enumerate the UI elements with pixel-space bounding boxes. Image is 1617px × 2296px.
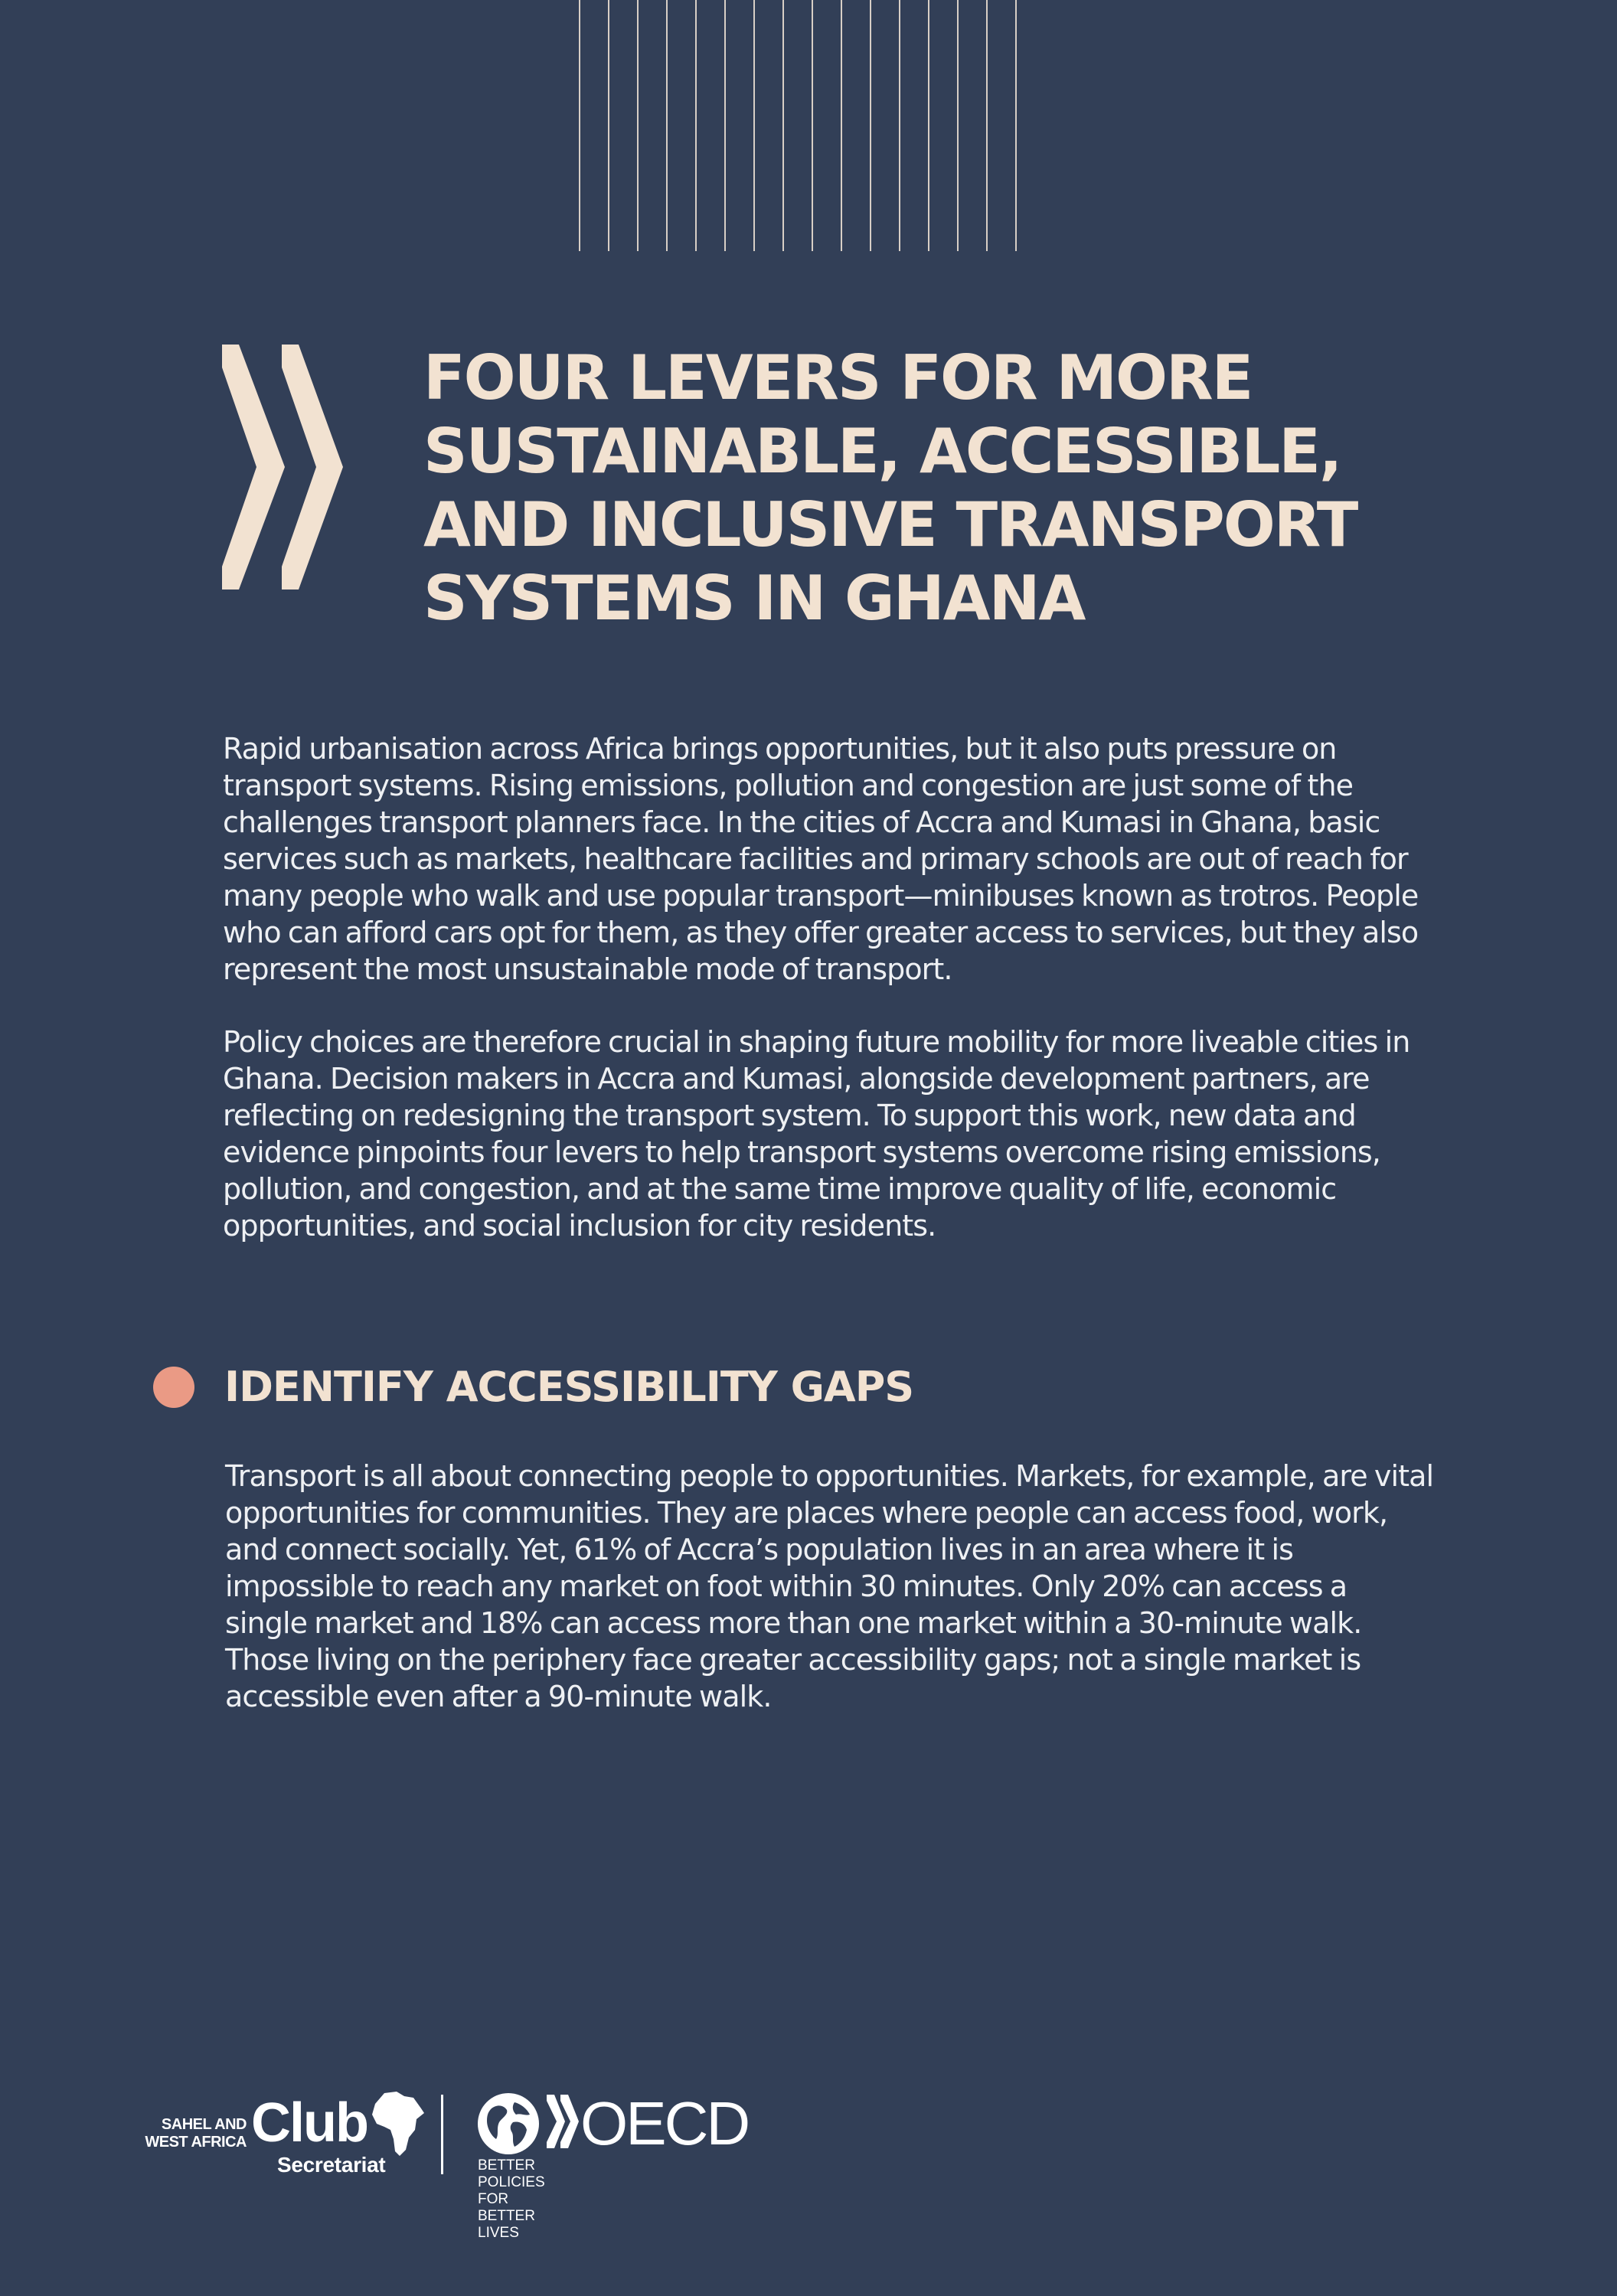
title-line: FOUR LEVERS FOR MORE: [423, 342, 1253, 413]
section-heading: IDENTIFY ACCESSIBILITY GAPS: [224, 1363, 914, 1411]
swac-secretariat: Secretariat: [277, 2153, 386, 2177]
section-bullet-icon: [153, 1367, 194, 1408]
page-title: [423, 341, 1495, 635]
africa-map-icon: [371, 2090, 426, 2159]
oecd-chevron-icon: [547, 2095, 580, 2148]
section-paragraph: Transport is all about connecting people to opportunities. Markets, for example, are vital opportunities for communities. They are places where people can access food, work, and connect socially. Yet, 61% of Accra’s population lives in an area where it is impossible to reach any market on foot within 30 minutes. Only 20% can access a single market and 18% can access more than one market within a 30-minute walk. Those living on the periphery face greater accessibility gaps; not a single market is accessible even after a 90-minute walk.: [225, 1459, 1434, 1713]
title-line: SUSTAINABLE, ACCESSIBLE,: [423, 416, 1341, 487]
oecd-wordmark: OECD: [580, 2089, 749, 2157]
oecd-tagline: BETTER POLICIES FOR BETTER LIVES: [478, 2157, 545, 2241]
double-chevron-icon: [222, 345, 345, 593]
swac-logo-text: [138, 2116, 247, 2151]
intro-paragraph-1: Rapid urbanisation across Africa brings opportunities, but it also puts pressure on transport systems. Rising emissions, pollution and congestion are just some of the challenges transport planners face. In the cities of Accra and Kumasi in Ghana, basic services such as markets, healthcare facilities and primary schools are out of reach for many people who walk and use popular transport—minibuses known as trotros. People who can afford cars opt for them, as they offer greater access to services, but they also represent the most unsustainable mode of transport.: [223, 732, 1419, 986]
swac-line: SAHEL AND: [161, 2116, 247, 2133]
swac-line: WEST AFRICA: [145, 2134, 247, 2151]
decorative-vertical-lines: [579, 0, 1023, 253]
title-line: AND INCLUSIVE TRANSPORT: [423, 489, 1357, 560]
swac-club-wordmark: Club: [251, 2092, 368, 2154]
title-line: SYSTEMS IN GHANA: [423, 563, 1085, 634]
intro-paragraph-2: Policy choices are therefore crucial in shaping future mobility for more liveable cities in Ghana. Decision makers in Accra and Kumasi, alongside development partners, are reflecting on redesigning the transport system. To support this work, new data and evidence pinpoints four levers to help transport systems overcome rising emissions, pollution, and congestion, and at the same time improve quality of life, economic opportunities, and social inclusion for city residents.: [223, 1025, 1410, 1243]
globe-icon: [476, 2092, 541, 2156]
footer-divider: [441, 2095, 443, 2174]
